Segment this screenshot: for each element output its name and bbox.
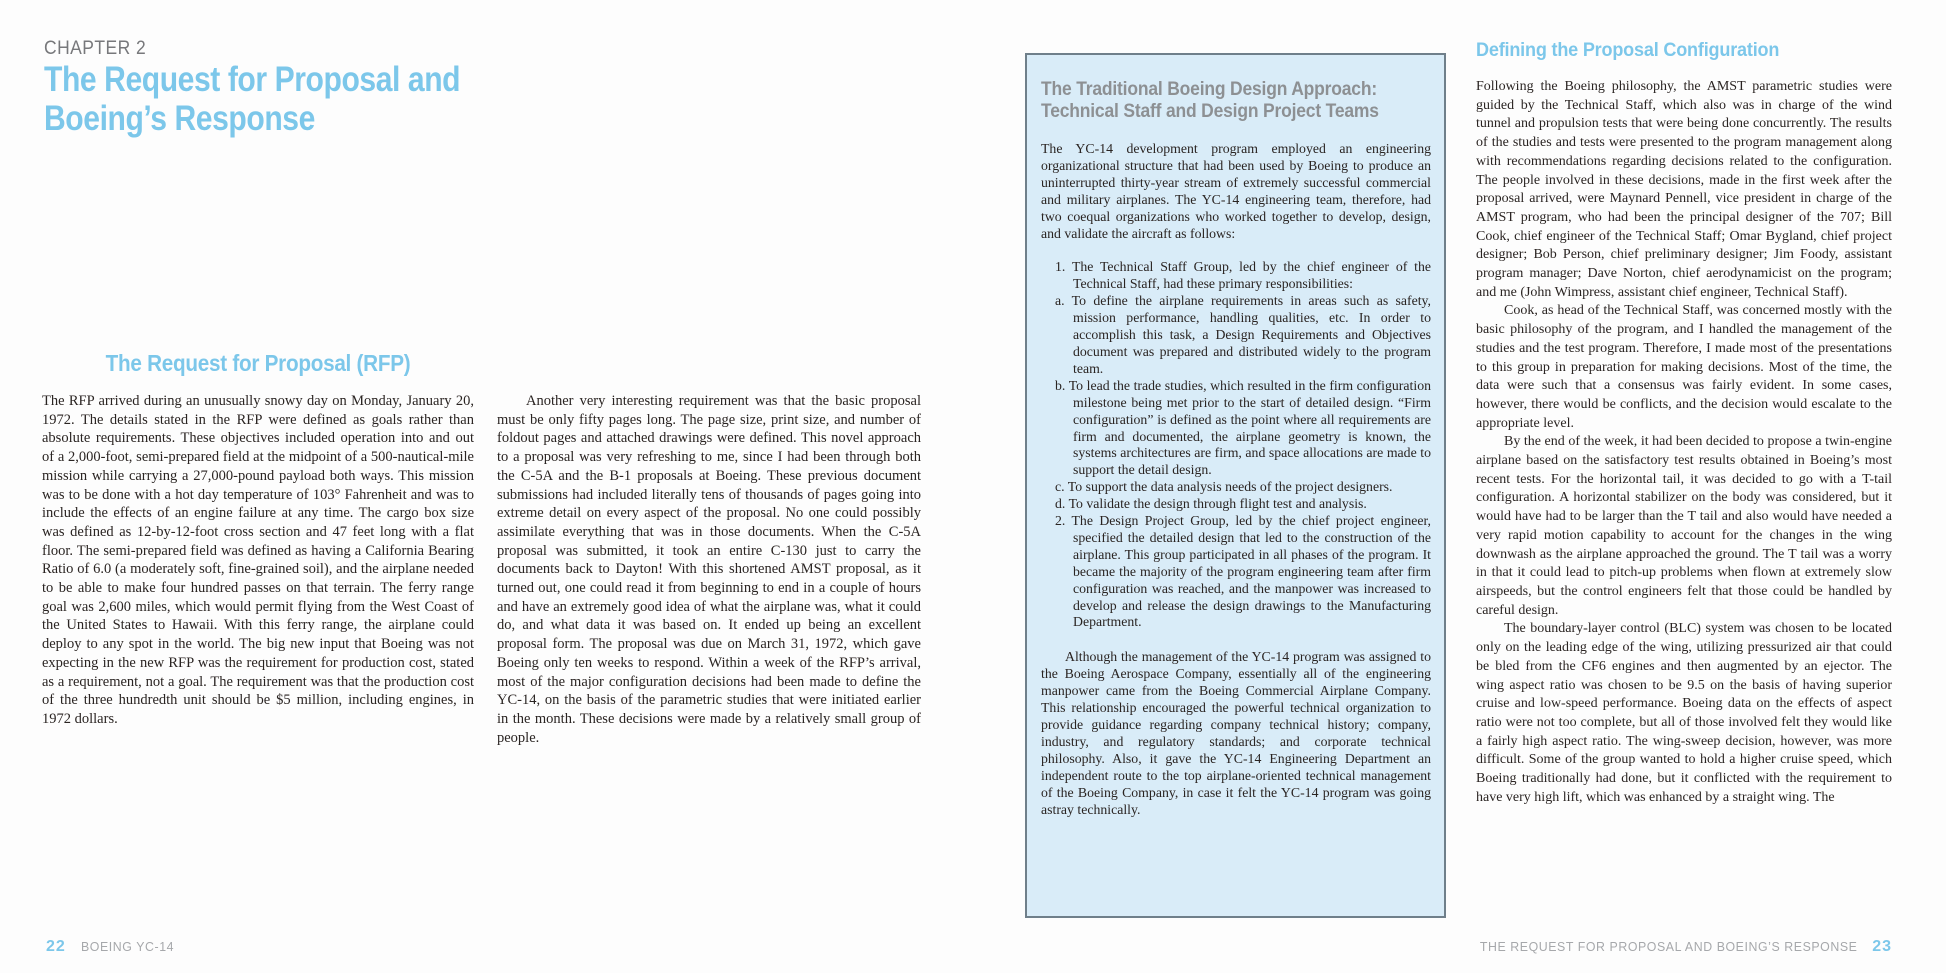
list-item	[1041, 259, 1431, 293]
list-marker: b.	[1055, 377, 1066, 393]
paragraph-following-philosophy: Following the Boeing philosophy, the AMST parametric studies were guided by the Technical Staff, which also was in charge of the wind tunnel and propulsion tests that were being done concurrently. The results of the studies and tests were presented to the program management along with recommendations regarding decisions related to the configuration. The people involved in these decisions, made in the first week after the proposal arrived, were Maynard Pennell, vice president in charge of the AMST program, who had been the principal designer of the 707; Bill Cook, chief engineer of the Technical Staff; Omar Bygland, chief project designer; Bob Person, chief preliminary designer; Jim Foody, assistant program manager; Dave Norton, chief aerodynamicist on the program; and me (John Wimpress, assistant chief engineer, Technical Staff).	[1476, 79, 1892, 300]
paragraph-end-of-week: By the end of the week, it had been decided to propose a twin-engine airplane based on the satisfactory test results obtained in Boeing’s most recent tests. For the horizontal tail, it was decided to go with a T-tail configuration. A horizontal stabilizer on the body was considered, but it would have had to be larger than the T tail and also would have needed a very rapid motion capability to account for the changes in the wing downwash as the airplane approached the ground. The T tail was a worry in that it could lead to pitch-up problems when flown at extremely slow airspeeds, but the control engineers felt that those could be handled by careful design.	[1476, 434, 1892, 618]
list-marker: a.	[1055, 293, 1065, 309]
left-page-footer	[46, 938, 179, 956]
sidebar-box-closing: Although the management of the YC-14 program was assigned to the Boeing Aerospace Company, essentially all of the engineering manpower came from the Boeing Commercial Airplane Company. This relationship encouraged the powerful technical organization to provide guidance regarding company technical history; company, industry, and regulatory standards; and corporate technical philosophy. Also, it gave the YC-14 Engineering Department an independent route to the top airplane-oriented technical management of the Boeing Company, in case it felt the YC-14 program was going astray technically.	[1041, 649, 1431, 817]
list-item	[1041, 479, 1431, 496]
list-marker: d.	[1055, 496, 1066, 512]
list-item-text: The Design Project Group, led by the chief project engineer, specified the detailed design that led to the construction of the airplane. This group participated in all phases of the program. It became the majority of the program engineering team after firm configuration was reached, and the manpower was increased to develop and release the design drawings to the Manufacturing Department.	[1071, 513, 1432, 630]
right-page-column	[1476, 40, 1892, 807]
list-item-text: To support the data analysis needs of the project designers.	[1067, 479, 1393, 495]
list-item-text: To validate the design through flight test and analysis.	[1068, 496, 1367, 512]
sidebar-box-design-approach	[1025, 53, 1446, 918]
sidebar-box-list	[1041, 259, 1431, 631]
left-page-column-1	[42, 392, 474, 729]
list-item-text: The Technical Staff Group, led by the chief engineer of the Technical Staff, had these primary responsibilities:	[1071, 259, 1431, 292]
chapter-label: CHAPTER 2	[44, 38, 147, 59]
right-running-head: THE REQUEST FOR PROPOSAL AND BOEING’S RESPONSE	[1479, 939, 1858, 954]
right-page-number: 23	[1872, 938, 1892, 955]
chapter-title-line2: Boeing’s Response	[44, 99, 315, 138]
list-marker: c.	[1055, 479, 1065, 495]
right-page-footer	[1460, 938, 1892, 956]
sidebar-box-intro: The YC-14 development program employed an engineering organizational structure that had been used by Boeing to produce an uninterrupted thirty-year stream of extremely successful commercial and military airplanes. The YC-14 engineering team, therefore, had two coequal organizations who worked together to develop, design, and validate the aircraft as follows:	[1041, 141, 1431, 241]
paragraph-fifty-pages: Another very interesting requirement was that the basic proposal must be only fifty pages long. The page size, print size, and number of foldout pages and attached drawings were defined. This novel approach to a proposal was very refreshing to me, since I had been through both the C-5A and the B-1 proposals at Boeing. These previous document submissions had included literally tens of thousands of pages going into extreme detail on every aspect of the proposal. No one could possibly assimilate everything that was in those documents. When the C-5A proposal was submitted, it took an entire C-130 just to carry the documents back to Dayton! With this shortened AMST proposal, as it turned out, one could read it from beginning to end in a couple of hours and have an extremely good idea of what the airplane was, what it could do, and what data it was based on. It ended up being an excellent proposal form. The proposal was due on March 31, 1972, which gave Boeing only ten weeks to respond. Within a week of the RFP’s arrival, most of the major configuration decisions had been made to define the YC-14, on the basis of the parametric studies that were initiated earlier in the month. These decisions were made by a relatively small group of people.	[497, 393, 921, 746]
section-heading-rfp: The Request for Proposal (RFP)	[105, 350, 411, 376]
list-item	[1041, 378, 1431, 479]
paragraph-blc-system: The boundary-layer control (BLC) system was chosen to be located only on the leading edge of the wing, utilizing pressurized air that could be bled from the CF6 engines and then augmented by an ejector. The wing aspect ratio was chosen to be 9.5 on the basis of having superior cruise and low-speed performance. Boeing data on the effects of aspect ratio were not too complete, but all of those involved felt they would like a fairly high aspect ratio. The wing-sweep decision, however, was more difficult. Some of the group wanted to hold a higher cruise speed, which Boeing traditionally had done, but it conflicted with the requirement to have very high lift, which was enhanced by a straight wing. The	[1476, 621, 1892, 805]
left-running-head: BOEING YC-14	[80, 939, 174, 954]
list-item	[1041, 496, 1431, 513]
list-marker: 2.	[1055, 513, 1066, 529]
chapter-title-line1: The Request for Proposal and	[44, 60, 461, 99]
chapter-title	[44, 60, 577, 138]
sidebar-box-heading: The Traditional Boeing Design Approach: Technical Staff and Design Project Teams	[1041, 79, 1379, 122]
paragraph-rfp-arrival: The RFP arrived during an unusually snowy day on Monday, January 20, 1972. The details stated in the RFP were defined as goals rather than absolute requirements. These objectives included operation into and out of a 2,000-foot, semi-prepared field at the midpoint of a 500-nautical-mile mission while carrying a 27,000-pound payload both ways. This mission was to be done with a hot day temperature of 103° Fahrenheit and was to include the effects of an engine failure at any time. The cargo box size was defined as 12-by-12-foot cross section and 47 feet long with a flat floor. The semi-prepared field was defined as having a California Bearing Ratio of 6.0 (a moderately soft, fine-grained soil), and the airplane needed to be able to make four hundred passes on that terrain. The ferry range goal was 2,600 miles, which would permit flying from the West Coast of the United States to Hawaii. With this ferry range, the airplane could deploy to any spot in the world. The big new input that Boeing was not expecting in the new RFP was the requirement for production cost, stated as a requirement, not a goal. The requirement was that the production cost of the three hundredth unit should be $5 million, including engines, in 1972 dollars.	[42, 393, 474, 727]
list-item-text: To lead the trade studies, which resulted in the firm configuration milestone being met prior to the start of detailed design. “Firm configuration” is defined as the point where all requirements are firm and documented, the airplane geometry is known, the systems architectures are firm, and space allocations are made to support the detail design.	[1068, 377, 1431, 478]
list-item	[1041, 513, 1431, 631]
list-item-text: To define the airplane requirements in areas such as safety, mission performance, handling qualities, etc. In order to accomplish this task, a Design Requirements and Objectives document was prepared and distributed widely to the program team.	[1071, 293, 1432, 376]
paragraph-cook-head: Cook, as head of the Technical Staff, was concerned mostly with the basic philosophy of the program, and I handled the management of the studies and the test program. Therefore, I made most of the presentations to this group in preparation for making decisions. Most of the time, the data were such that a consensus was fairly evident. In some cases, however, there would be conflicts, and the decision would escalate to the appropriate level.	[1476, 303, 1892, 431]
list-item	[1041, 293, 1431, 378]
list-marker: 1.	[1055, 259, 1066, 275]
left-page-column-2	[497, 392, 921, 747]
section-heading-defining-configuration: Defining the Proposal Configuration	[1476, 40, 1780, 61]
left-page-number: 22	[46, 938, 66, 955]
